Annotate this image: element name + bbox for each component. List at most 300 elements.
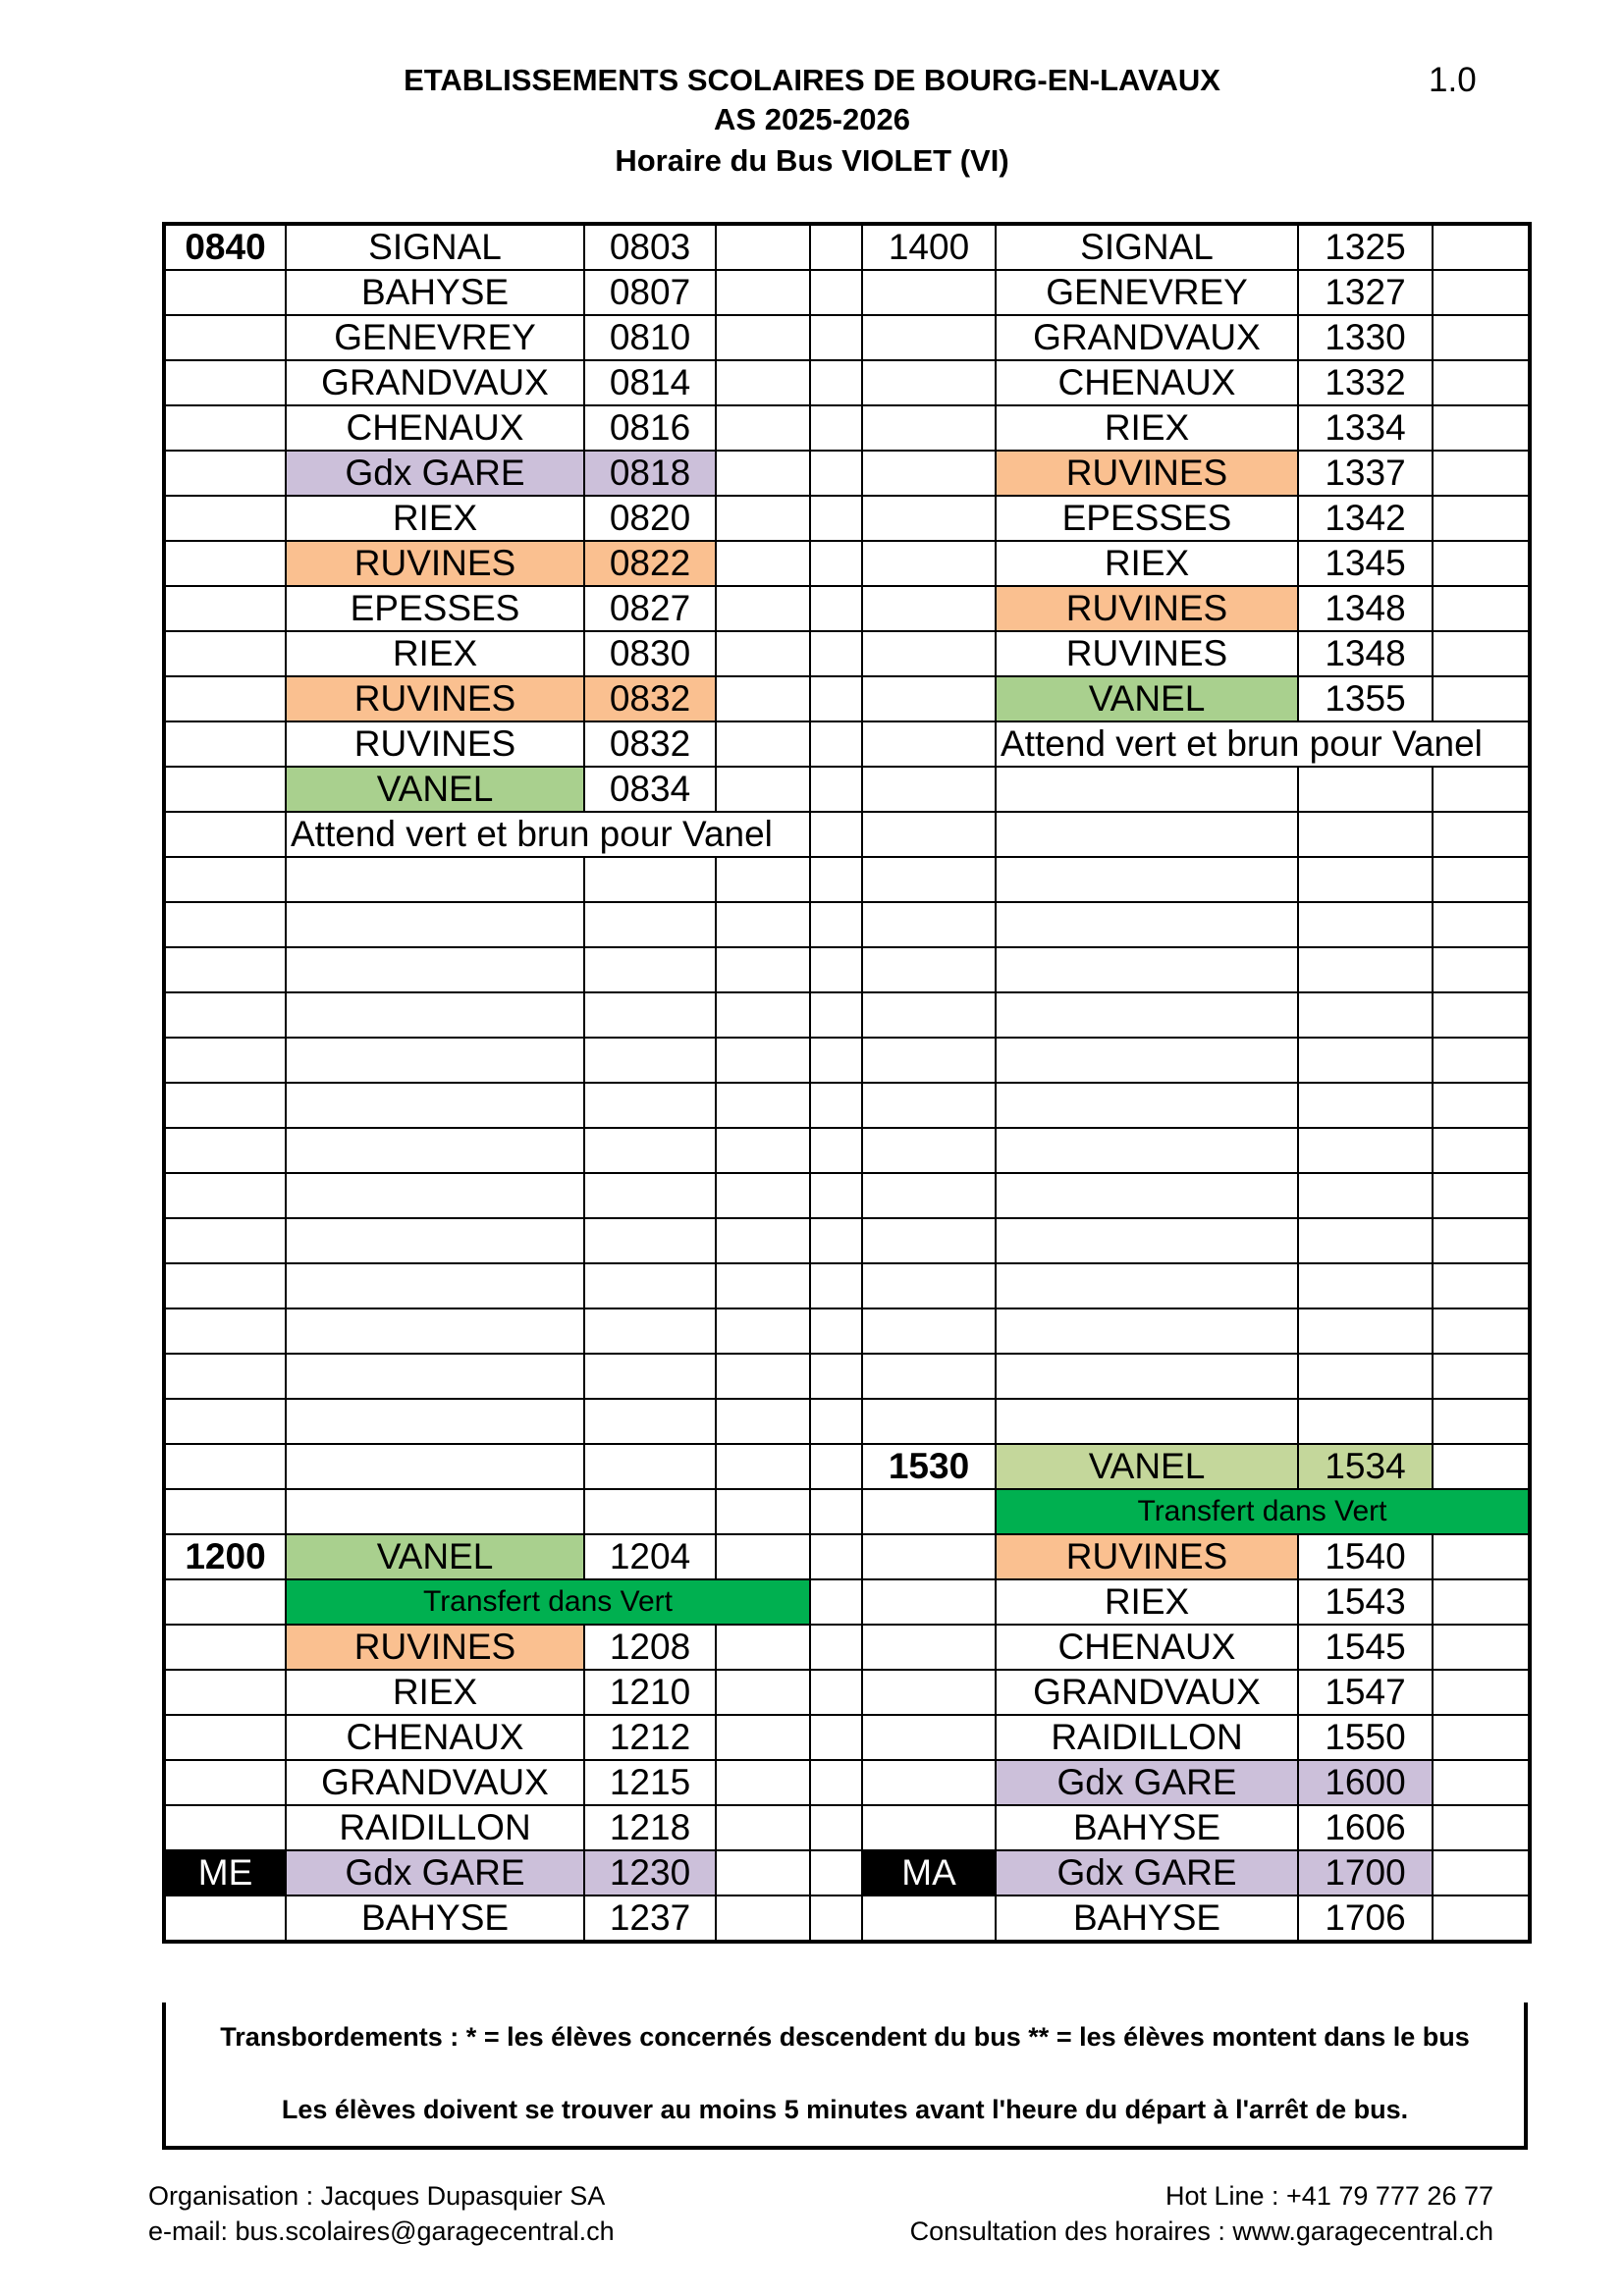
- stop-time-right: [1298, 1173, 1433, 1218]
- stop-time-left: 0832: [584, 721, 716, 767]
- gap-cell: [810, 451, 862, 496]
- extra-right: [1433, 586, 1530, 631]
- stop-name-right: CHENAUX: [996, 1625, 1298, 1670]
- gap-cell: [810, 1083, 862, 1128]
- class-code-left: [164, 1444, 286, 1489]
- extra-left: [716, 1038, 810, 1083]
- stop-name-right: [996, 1263, 1298, 1308]
- gap-cell: [810, 1579, 862, 1625]
- stop-name-left: [286, 1083, 584, 1128]
- stop-name-left: [286, 947, 584, 992]
- schedule-row: [164, 1128, 1530, 1173]
- extra-right: [1433, 1760, 1530, 1805]
- stop-time-left: [584, 1038, 716, 1083]
- stop-time-left: [584, 1128, 716, 1173]
- gap-cell: [810, 767, 862, 812]
- stop-time-left: [584, 992, 716, 1038]
- extra-right: [1433, 631, 1530, 676]
- class-code-right: [862, 1173, 996, 1218]
- gap-cell: [810, 1444, 862, 1489]
- extra-right: [1433, 405, 1530, 451]
- schedule-row: [164, 1489, 1530, 1534]
- extra-left: [716, 1805, 810, 1850]
- schedule-row: [164, 857, 1530, 902]
- class-code-right: 1400: [862, 224, 996, 270]
- class-code-right: [862, 767, 996, 812]
- schedule-row: [164, 360, 1530, 405]
- class-code-right: [862, 1354, 996, 1399]
- extra-right: [1433, 224, 1530, 270]
- class-code-right: [862, 405, 996, 451]
- schedule-row: [164, 1038, 1530, 1083]
- class-code-left: [164, 1399, 286, 1444]
- extra-right: [1433, 270, 1530, 315]
- stop-name-right: GRANDVAUX: [996, 1670, 1298, 1715]
- gap-cell: [810, 992, 862, 1038]
- gap-cell: [810, 405, 862, 451]
- stop-name-left: GENEVREY: [286, 315, 584, 360]
- class-code-left: [164, 451, 286, 496]
- class-code-right: [862, 1128, 996, 1173]
- extra-right: [1433, 1805, 1530, 1850]
- class-code-left: [164, 1128, 286, 1173]
- stop-name-left: [286, 1263, 584, 1308]
- class-code-right: [862, 947, 996, 992]
- stop-time-left: 0814: [584, 360, 716, 405]
- footer-email: e-mail: bus.scolaires@garagecentral.ch: [148, 2216, 615, 2246]
- schedule-row: [164, 992, 1530, 1038]
- extra-left: [716, 1760, 810, 1805]
- stop-time-left: [584, 1173, 716, 1218]
- stop-name-right: [996, 947, 1298, 992]
- stop-time-right: 1327: [1298, 270, 1433, 315]
- schedule-row: [164, 1308, 1530, 1354]
- class-code-left: [164, 1715, 286, 1760]
- schedule-row: [164, 721, 1530, 767]
- stop-name-left: Gdx GARE: [286, 451, 584, 496]
- gap-cell: [810, 541, 862, 586]
- stop-time-right: 1534: [1298, 1444, 1433, 1489]
- class-code-right: [862, 1263, 996, 1308]
- stop-name-right: [996, 857, 1298, 902]
- stop-time-left: [584, 857, 716, 902]
- stop-time-right: [1298, 1218, 1433, 1263]
- stop-name-left: [286, 992, 584, 1038]
- schedule-row: [164, 224, 1530, 270]
- schedule-row: [164, 1534, 1530, 1579]
- stop-name-right: [996, 1354, 1298, 1399]
- stop-name-right: RUVINES: [996, 451, 1298, 496]
- extra-right: [1433, 676, 1530, 721]
- gap-cell: [810, 631, 862, 676]
- stop-name-left: [286, 857, 584, 902]
- schedule-row: [164, 451, 1530, 496]
- class-code-right: [862, 902, 996, 947]
- class-code-left: [164, 1308, 286, 1354]
- class-code-right: [862, 451, 996, 496]
- class-code-left: [164, 992, 286, 1038]
- class-code-right: [862, 992, 996, 1038]
- extra-left: [716, 315, 810, 360]
- stop-name-right: [996, 902, 1298, 947]
- stop-name-right: EPESSES: [996, 496, 1298, 541]
- stop-time-right: [1298, 1083, 1433, 1128]
- stop-name-left: RUVINES: [286, 721, 584, 767]
- class-code-right: [862, 360, 996, 405]
- stop-time-left: [584, 1263, 716, 1308]
- extra-right: [1433, 1715, 1530, 1760]
- extra-right: [1433, 451, 1530, 496]
- stop-name-right: [996, 1128, 1298, 1173]
- gap-cell: [810, 270, 862, 315]
- extra-left: [716, 1850, 810, 1896]
- stop-name-right: Gdx GARE: [996, 1760, 1298, 1805]
- stop-name-left: RIEX: [286, 496, 584, 541]
- class-code-right: [862, 315, 996, 360]
- stop-name-right: [996, 1083, 1298, 1128]
- stop-time-right: [1298, 902, 1433, 947]
- stop-time-right: 1348: [1298, 586, 1433, 631]
- schedule-row: [164, 496, 1530, 541]
- class-code-left: [164, 1083, 286, 1128]
- class-code-right: [862, 1715, 996, 1760]
- title-line-3: Horaire du Bus VIOLET (VI): [615, 143, 1009, 178]
- schedule-row: [164, 315, 1530, 360]
- schedule-row: [164, 1805, 1530, 1850]
- class-code-left: [164, 496, 286, 541]
- class-code-right: [862, 1534, 996, 1579]
- stop-name-left: RUVINES: [286, 541, 584, 586]
- stop-name-right: [996, 812, 1298, 857]
- class-code-left: [164, 270, 286, 315]
- gap-cell: [810, 721, 862, 767]
- gap-cell: [810, 1670, 862, 1715]
- class-code-left: [164, 676, 286, 721]
- class-code-left: [164, 586, 286, 631]
- extra-right: [1433, 1173, 1530, 1218]
- gap-cell: [810, 315, 862, 360]
- gap-cell: [810, 1534, 862, 1579]
- transfer-left: Transfert dans Vert: [286, 1579, 810, 1625]
- stop-time-left: [584, 902, 716, 947]
- stop-time-right: 1543: [1298, 1579, 1433, 1625]
- schedule-row: [164, 586, 1530, 631]
- stop-time-left: [584, 1444, 716, 1489]
- extra-right: [1433, 947, 1530, 992]
- schedule-row: [164, 676, 1530, 721]
- class-code-right: [862, 1083, 996, 1128]
- extra-right: [1433, 1670, 1530, 1715]
- stop-name-left: BAHYSE: [286, 270, 584, 315]
- extra-left: [716, 857, 810, 902]
- stop-name-left: CHENAUX: [286, 405, 584, 451]
- stop-name-left: BAHYSE: [286, 1896, 584, 1942]
- note-left: Attend vert et brun pour Vanel: [286, 812, 810, 857]
- schedule-row: [164, 1083, 1530, 1128]
- footer-consultation: Consultation des horaires : www.garagecentral.ch: [909, 2216, 1493, 2246]
- extra-right: [1433, 1263, 1530, 1308]
- gap-cell: [810, 947, 862, 992]
- title-line-2: AS 2025-2026: [714, 102, 910, 136]
- extra-right: [1433, 1083, 1530, 1128]
- class-code-left: [164, 1354, 286, 1399]
- stop-name-right: [996, 1173, 1298, 1218]
- schedule-row: [164, 1850, 1530, 1896]
- stop-time-right: [1298, 992, 1433, 1038]
- extra-left: [716, 1218, 810, 1263]
- stop-name-right: BAHYSE: [996, 1805, 1298, 1850]
- stop-time-right: [1298, 812, 1433, 857]
- extra-right: [1433, 1399, 1530, 1444]
- class-code-right: [862, 541, 996, 586]
- extra-left: [716, 496, 810, 541]
- stop-name-right: GRANDVAUX: [996, 315, 1298, 360]
- class-code-right: [862, 1896, 996, 1942]
- extra-right: [1433, 1850, 1530, 1896]
- extra-left: [716, 1670, 810, 1715]
- stop-time-left: 1215: [584, 1760, 716, 1805]
- extra-right: [1433, 1625, 1530, 1670]
- stop-name-left: GRANDVAUX: [286, 360, 584, 405]
- schedule-row: [164, 812, 1530, 857]
- class-code-right: [862, 1805, 996, 1850]
- schedule-row: [164, 1670, 1530, 1715]
- class-code-left: [164, 315, 286, 360]
- stop-name-left: [286, 1489, 584, 1534]
- extra-left: [716, 1489, 810, 1534]
- class-code-right: [862, 1760, 996, 1805]
- stop-time-right: 1606: [1298, 1805, 1433, 1850]
- extra-left: [716, 1444, 810, 1489]
- gap-cell: [810, 1038, 862, 1083]
- stop-time-left: 1212: [584, 1715, 716, 1760]
- stop-name-left: RIEX: [286, 631, 584, 676]
- stop-time-right: 1600: [1298, 1760, 1433, 1805]
- stop-time-left: 0830: [584, 631, 716, 676]
- extra-right: [1433, 1218, 1530, 1263]
- stop-time-left: [584, 1489, 716, 1534]
- schedule-row: [164, 1173, 1530, 1218]
- gap-cell: [810, 902, 862, 947]
- gap-cell: [810, 1850, 862, 1896]
- extra-left: [716, 1715, 810, 1760]
- class-code-left: [164, 1625, 286, 1670]
- stop-time-right: [1298, 1308, 1433, 1354]
- class-code-right: [862, 676, 996, 721]
- stop-name-left: GRANDVAUX: [286, 1760, 584, 1805]
- stop-time-left: [584, 1218, 716, 1263]
- gap-cell: [810, 676, 862, 721]
- class-code-left: [164, 541, 286, 586]
- extra-right: [1433, 857, 1530, 902]
- class-code-left: [164, 405, 286, 451]
- schedule-row: [164, 270, 1530, 315]
- gap-cell: [810, 1760, 862, 1805]
- stop-name-left: SIGNAL: [286, 224, 584, 270]
- stop-name-right: [996, 767, 1298, 812]
- stop-name-left: EPESSES: [286, 586, 584, 631]
- class-code-right: [862, 1308, 996, 1354]
- stop-time-right: 1337: [1298, 451, 1433, 496]
- extra-right: [1433, 1354, 1530, 1399]
- stop-time-left: 0803: [584, 224, 716, 270]
- stop-name-left: RAIDILLON: [286, 1805, 584, 1850]
- extra-right: [1433, 1128, 1530, 1173]
- extra-left: [716, 360, 810, 405]
- extra-left: [716, 224, 810, 270]
- class-code-right: [862, 1625, 996, 1670]
- stop-name-right: BAHYSE: [996, 1896, 1298, 1942]
- gap-cell: [810, 1399, 862, 1444]
- stop-name-right: SIGNAL: [996, 224, 1298, 270]
- gap-cell: [810, 224, 862, 270]
- stop-name-right: RAIDILLON: [996, 1715, 1298, 1760]
- class-code-left: [164, 857, 286, 902]
- schedule-row: [164, 902, 1530, 947]
- gap-cell: [810, 1218, 862, 1263]
- stop-time-right: 1355: [1298, 676, 1433, 721]
- extra-left: [716, 1308, 810, 1354]
- stop-name-left: CHENAUX: [286, 1715, 584, 1760]
- class-code-left: [164, 721, 286, 767]
- extra-left: [716, 541, 810, 586]
- class-code-right: [862, 270, 996, 315]
- stop-name-left: [286, 1308, 584, 1354]
- extra-left: [716, 1625, 810, 1670]
- stop-time-left: 0827: [584, 586, 716, 631]
- stop-name-left: [286, 1218, 584, 1263]
- gap-cell: [810, 1263, 862, 1308]
- extra-right: [1433, 992, 1530, 1038]
- stop-time-right: 1325: [1298, 224, 1433, 270]
- schedule-row: [164, 1625, 1530, 1670]
- extra-right: [1433, 1896, 1530, 1942]
- schedule-row: [164, 1263, 1530, 1308]
- schedule-table: [162, 222, 1532, 1944]
- stop-name-right: GENEVREY: [996, 270, 1298, 315]
- gap-cell: [810, 360, 862, 405]
- class-code-left: [164, 1489, 286, 1534]
- gap-cell: [810, 1489, 862, 1534]
- stop-time-right: 1547: [1298, 1670, 1433, 1715]
- class-code-right: [862, 586, 996, 631]
- stop-name-right: RUVINES: [996, 586, 1298, 631]
- stop-name-left: [286, 1399, 584, 1444]
- stop-time-left: 1230: [584, 1850, 716, 1896]
- class-code-left: [164, 1896, 286, 1942]
- footer-hotline: Hot Line : +41 79 777 26 77: [1164, 2181, 1493, 2211]
- stop-time-right: 1332: [1298, 360, 1433, 405]
- class-code-left: [164, 767, 286, 812]
- stop-name-right: RUVINES: [996, 1534, 1298, 1579]
- gap-cell: [810, 812, 862, 857]
- gap-cell: [810, 1128, 862, 1173]
- class-code-right: [862, 1218, 996, 1263]
- extra-right: [1433, 1534, 1530, 1579]
- stop-time-left: 1218: [584, 1805, 716, 1850]
- depart-note: Les élèves doivent se trouver au moins 5 minutes avant l'heure du départ à l'arrêt de bus.: [281, 2095, 1409, 2124]
- class-code-left: [164, 812, 286, 857]
- gap-cell: [810, 1805, 862, 1850]
- gap-cell: [810, 1625, 862, 1670]
- schedule-row: [164, 1760, 1530, 1805]
- stop-time-left: 0807: [584, 270, 716, 315]
- stop-time-right: 1345: [1298, 541, 1433, 586]
- extra-right: [1433, 1444, 1530, 1489]
- gap-cell: [810, 496, 862, 541]
- extra-left: [716, 405, 810, 451]
- stop-time-left: [584, 1083, 716, 1128]
- stop-name-right: RIEX: [996, 1579, 1298, 1625]
- gap-cell: [810, 1308, 862, 1354]
- schedule-row: [164, 1579, 1530, 1625]
- stop-time-left: 0834: [584, 767, 716, 812]
- schedule-row: [164, 947, 1530, 992]
- class-code-right: [862, 1670, 996, 1715]
- stop-name-left: [286, 1173, 584, 1218]
- stop-name-left: [286, 1038, 584, 1083]
- class-code-left: [164, 1038, 286, 1083]
- gap-cell: [810, 1173, 862, 1218]
- stop-time-right: 1545: [1298, 1625, 1433, 1670]
- extra-right: [1433, 496, 1530, 541]
- class-code-left: 1200: [164, 1534, 286, 1579]
- stop-name-right: VANEL: [996, 1444, 1298, 1489]
- class-code-right: [862, 721, 996, 767]
- stop-name-right: RIEX: [996, 541, 1298, 586]
- stop-time-left: [584, 947, 716, 992]
- stop-time-right: 1700: [1298, 1850, 1433, 1896]
- class-code-right: [862, 1489, 996, 1534]
- class-code-left: [164, 1760, 286, 1805]
- extra-left: [716, 1083, 810, 1128]
- stop-name-right: RIEX: [996, 405, 1298, 451]
- stop-time-right: 1706: [1298, 1896, 1433, 1942]
- extra-right: [1433, 1579, 1530, 1625]
- schedule-row: [164, 1896, 1530, 1942]
- extra-left: [716, 270, 810, 315]
- stop-name-left: VANEL: [286, 767, 584, 812]
- stop-time-right: 1334: [1298, 405, 1433, 451]
- stop-name-left: [286, 1128, 584, 1173]
- stop-time-right: 1330: [1298, 315, 1433, 360]
- class-code-left: [164, 1173, 286, 1218]
- stop-name-right: [996, 992, 1298, 1038]
- stop-time-right: [1298, 1128, 1433, 1173]
- stop-time-right: 1342: [1298, 496, 1433, 541]
- gap-cell: [810, 1896, 862, 1942]
- extra-right: [1433, 1038, 1530, 1083]
- stop-time-left: [584, 1354, 716, 1399]
- stop-time-left: 0822: [584, 541, 716, 586]
- extra-left: [716, 902, 810, 947]
- extra-right: [1433, 315, 1530, 360]
- extra-left: [716, 992, 810, 1038]
- notes-box: [162, 2002, 1528, 2150]
- class-code-right: MA: [862, 1850, 996, 1896]
- gap-cell: [810, 1354, 862, 1399]
- extra-left: [716, 721, 810, 767]
- stop-time-right: [1298, 857, 1433, 902]
- stop-time-left: 1208: [584, 1625, 716, 1670]
- class-code-left: [164, 902, 286, 947]
- schedule-row: [164, 1399, 1530, 1444]
- class-code-left: [164, 1670, 286, 1715]
- class-code-left: ME: [164, 1850, 286, 1896]
- class-code-right: [862, 812, 996, 857]
- stop-time-left: [584, 1399, 716, 1444]
- stop-name-left: [286, 1354, 584, 1399]
